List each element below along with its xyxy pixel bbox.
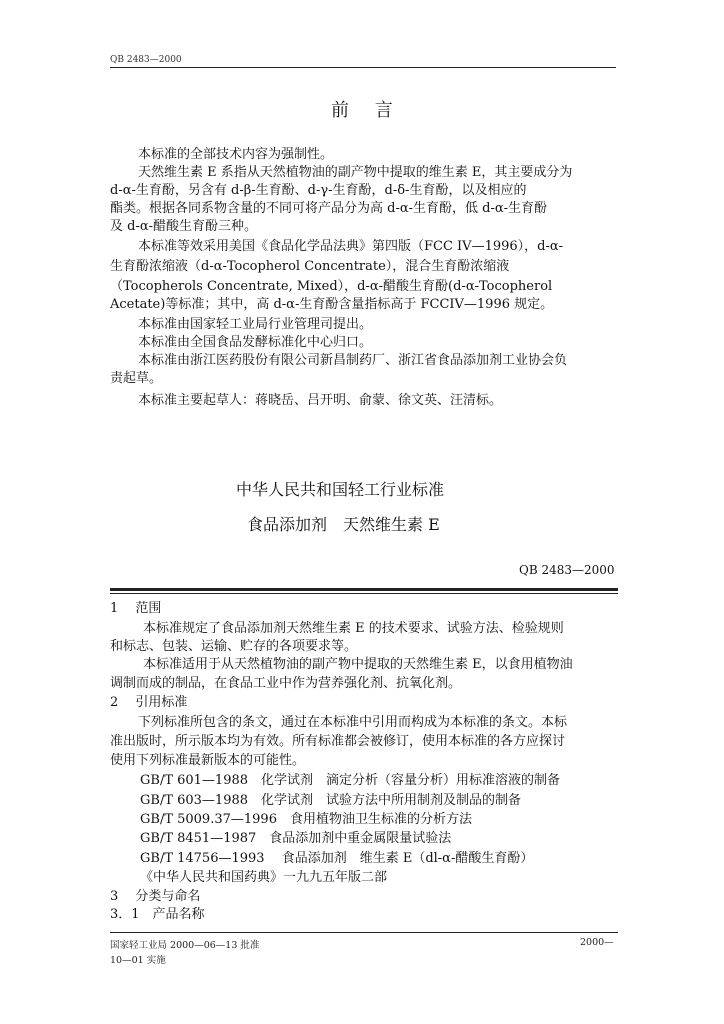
- header-rule: [110, 67, 616, 68]
- footer-implement-date: 10—01 实施: [110, 955, 166, 966]
- body-line: 下列标准所包含的条文，通过在本标准中引用而构成为本标准的条文。本标: [138, 715, 568, 730]
- foreword-line: Acetate)等标准；其中，高 d-α-生育酚含量指标高于 FCCIV—1996 规定。: [110, 297, 554, 312]
- body-line: 调制而成的制品，在食品工业中作为营养强化剂、抗氧化剂。: [110, 676, 462, 691]
- reference-item: GB/T 8451—1987 食品添加剂中重金属限量试验法: [140, 831, 452, 846]
- body-line: 和标志、包装、运输、贮存的各项要求等。: [110, 639, 358, 654]
- foreword-line: 本标准由国家轻工业局行业管理司提出。: [138, 317, 373, 332]
- subsection-heading: 3．1 产品名称: [110, 907, 205, 922]
- foreword-title: 前 言: [331, 100, 403, 121]
- foreword-line: 酯类。根据各同系物含量的不同可将产品分为高 d-α-生育酚，低 d-α-生育酚: [110, 201, 548, 216]
- reference-item: GB/T 603—1988 化学试剂 试验方法中所用制剂及制品的制备: [140, 793, 522, 808]
- section-heading: 2 引用标准: [110, 695, 188, 710]
- reference-item: 《中华人民共和国药典》一九九五年版二部: [140, 870, 388, 885]
- body-line: 使用下列标准最新版本的可能性。: [110, 753, 306, 768]
- foreword-line: 生育酚浓缩液（d-α-Tocopherol Concentrate），混合生育酚浓缩液: [110, 259, 510, 274]
- section-heading: 1 范围: [110, 601, 162, 616]
- standard-code: QB 2483—2000: [519, 563, 615, 577]
- foreword-line: 本标准由全国食品发酵标准化中心归口。: [138, 335, 373, 350]
- foreword-line: 本标准主要起草人：蒋晓岳、吕开明、俞蒙、徐文英、汪清标。: [138, 393, 503, 408]
- foreword-line: 本标准等效采用美国《食品化学品法典》第四版（FCC IV—1996），d-α-: [138, 239, 564, 254]
- body-line: 准出版时，所示版本均为有效。所有标准都会被修订，使用本标准的各方应探讨: [110, 734, 566, 749]
- footer-rule: [110, 932, 618, 933]
- reference-item: GB/T 601—1988 化学试剂 滴定分析（容量分析）用标准溶液的制备: [140, 773, 561, 788]
- foreword-line: 及 d-α-醋酸生育酚三种。: [110, 219, 258, 234]
- foreword-line: d-α-生育酚，另含有 d-β-生育酚、d-γ-生育酚，d-δ-生育酚，以及相应的: [110, 183, 527, 198]
- foreword-line: 责起草。: [110, 371, 163, 386]
- standard-name: 食品添加剂 天然维生素 E: [247, 515, 440, 534]
- section-heading: 3 分类与命名: [110, 889, 201, 904]
- body-line: 本标准适用于从天然植物油的副产物中提取的天然维生素 E，以食用植物油: [143, 657, 573, 672]
- body-line: 本标准规定了食品添加剂天然维生素 E 的技术要求、试验方法、检验规则: [143, 621, 564, 636]
- reference-item: GB/T 5009.37—1996 食用植物油卫生标准的分析方法: [140, 812, 472, 827]
- standard-org-title: 中华人民共和国轻工行业标准: [236, 480, 445, 499]
- footer-implement-year: 2000—: [580, 937, 614, 948]
- foreword-line: 本标准的全部技术内容为强制性。: [138, 147, 334, 162]
- title-rule-thick: [110, 588, 618, 591]
- reference-item: GB/T 14756—1993 食品添加剂 维生素 E（dl-α-醋酸生育酚）: [140, 851, 534, 866]
- foreword-line: 天然维生素 E 系指从天然植物油的副产物中提取的维生素 E，其主要成分为: [138, 165, 573, 180]
- footer-approval: 国家轻工业局 2000—06—13 批准: [110, 940, 260, 951]
- foreword-line: 本标准由浙江医药股份有限公司新昌制药厂、浙江省食品添加剂工业协会负: [138, 353, 568, 368]
- title-rule-thin: [110, 593, 618, 594]
- header-code: QB 2483—2000: [110, 55, 182, 65]
- foreword-line: （Tocopherols Concentrate, Mixed），d-α-醋酸生育酚(d-α-Tocopherol: [110, 279, 553, 294]
